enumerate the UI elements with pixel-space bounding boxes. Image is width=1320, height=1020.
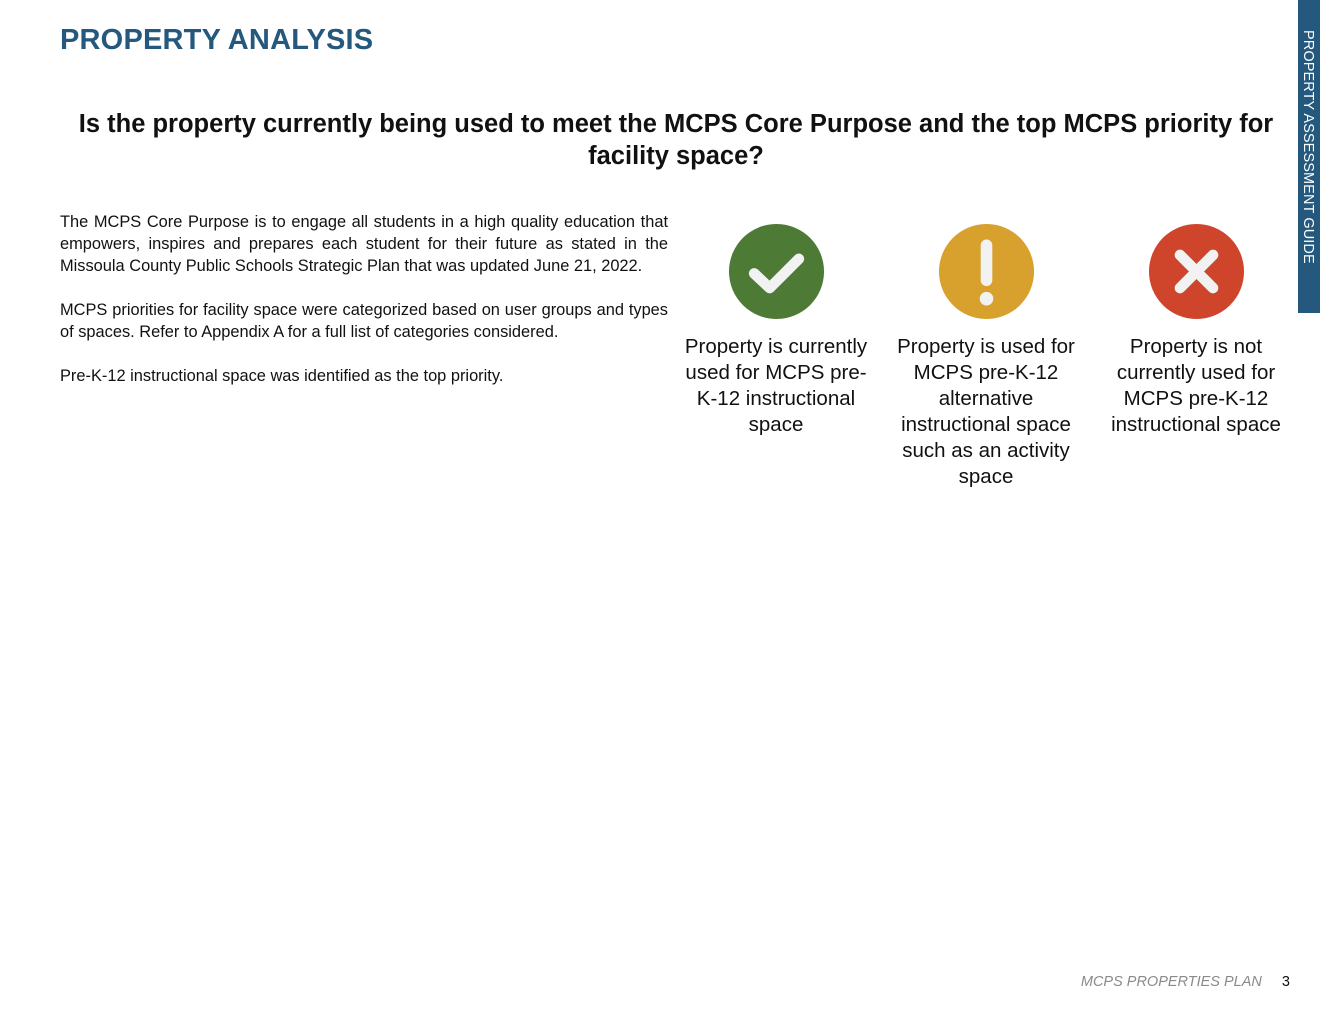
question-heading: Is the property currently being used to meet the MCPS Core Purpose and the top MCPS priority for facility space? (78, 110, 1274, 170)
intro-paragraph-top-priority: Pre-K-12 instructional space was identified as the top priority. (60, 367, 504, 385)
page-number: 3 (1281, 974, 1290, 990)
exclamation-icon (938, 223, 1035, 320)
side-tab (1298, 0, 1320, 313)
footer-document-title: MCPS PROPERTIES PLAN (1080, 974, 1262, 990)
intro-paragraph-priorities: MCPS priorities for facility space were categorized based on user groups and types of spaces. Refer to Appendix A for a full list of categories considered. (60, 301, 668, 341)
status-option-label: Property is not currently used for MCPS pre-K-12 instructional space (1111, 335, 1281, 436)
check-icon (728, 223, 825, 320)
x-icon (1148, 223, 1245, 320)
status-legend (678, 220, 1290, 540)
intro-text (60, 211, 668, 409)
side-tab-label: PROPERTY ASSESSMENT GUIDE (1300, 30, 1316, 264)
intro-paragraph-core-purpose: The MCPS Core Purpose is to engage all students in a high quality education that empowers, inspires and prepares each student for their future as stated in the Missoula County Public Schools Strategic Plan that was updated June 21, 2022. (60, 213, 668, 275)
status-option-label: Property is used for MCPS pre-K-12 alternative instructional space such as an activity space (897, 335, 1075, 488)
status-option-label: Property is currently used for MCPS pre-K-12 instructional space (684, 335, 868, 436)
status-option-in-use (678, 220, 874, 438)
status-option-not-in-use (1098, 220, 1294, 438)
status-option-alternative-use (888, 220, 1084, 490)
page-footer (1081, 974, 1290, 990)
section-heading: PROPERTY ANALYSIS (60, 24, 374, 56)
